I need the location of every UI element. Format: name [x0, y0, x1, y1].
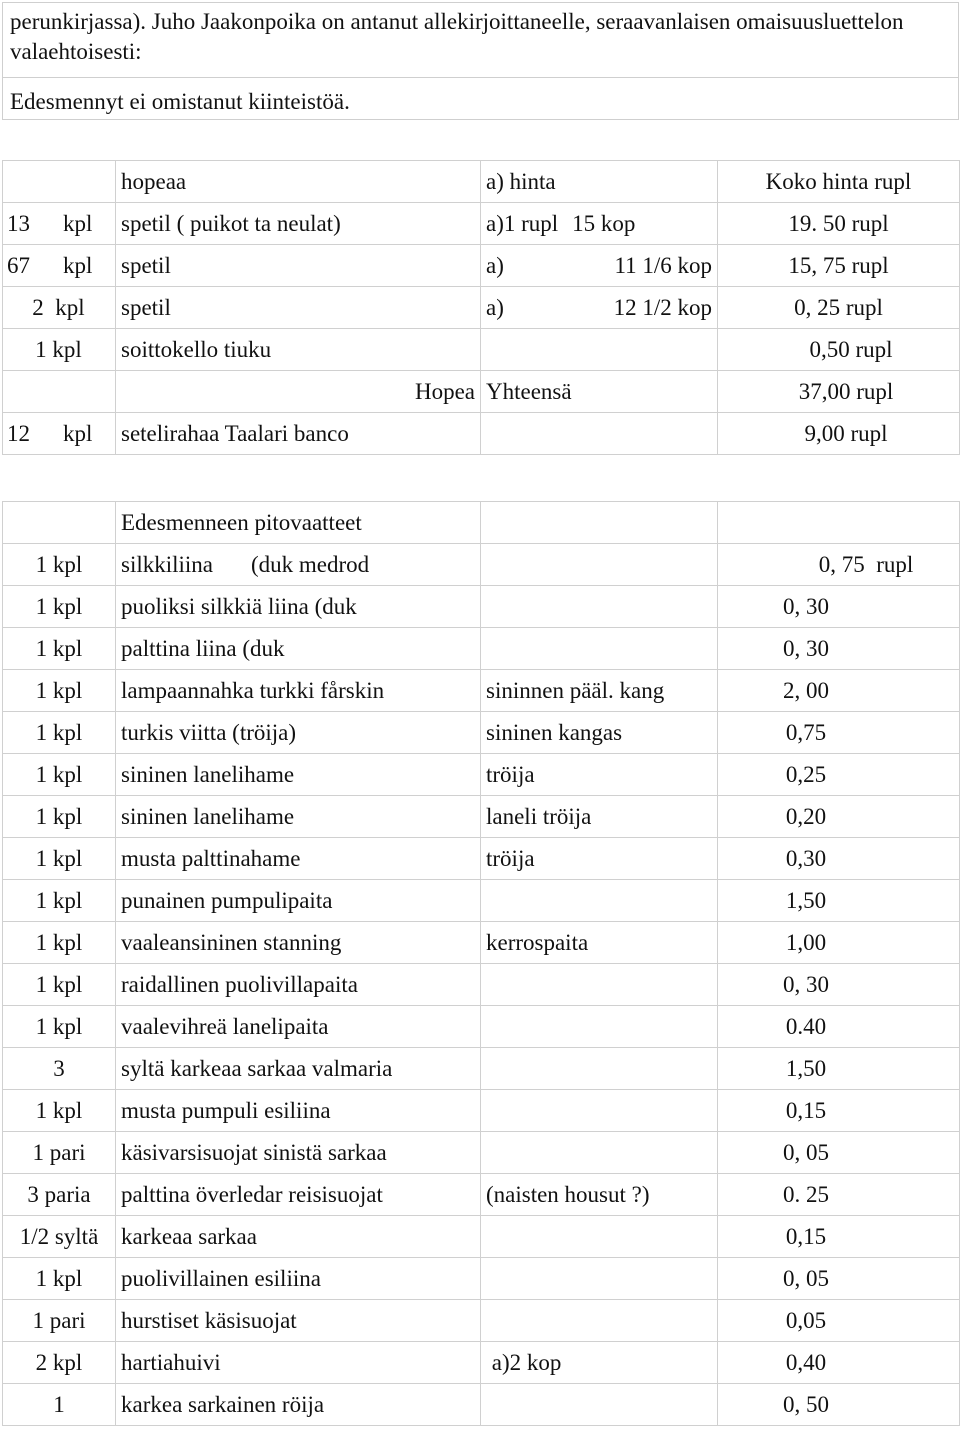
table-row: [3, 1342, 960, 1384]
item-cell: [116, 544, 481, 586]
item-cell: [116, 922, 481, 964]
note-cell: [481, 1006, 718, 1048]
value-cell: 0,15: [718, 1090, 960, 1132]
table-row: [3, 544, 960, 586]
item-text: punainen pumpulipaita: [121, 887, 333, 913]
value-cell: 0,40: [718, 1342, 960, 1384]
qty-cell: 1 pari: [3, 1132, 116, 1174]
table-row: [3, 628, 960, 670]
item-cell: [116, 1258, 481, 1300]
intro-note: Edesmennyt ei omistanut kiinteistöä.: [10, 89, 350, 114]
qty-unit: kpl: [63, 210, 93, 236]
value-cell: 0.40: [718, 1006, 960, 1048]
table-row: [3, 413, 960, 455]
note-cell: [481, 1258, 718, 1300]
value-cell: 1,50: [718, 880, 960, 922]
table-row: [3, 1090, 960, 1132]
qty-cell: [3, 413, 116, 455]
total-cell: 0,50 rupl: [718, 329, 960, 371]
item-cell: [116, 1174, 481, 1216]
table-row: [3, 1216, 960, 1258]
value-cell: 0,20: [718, 796, 960, 838]
table-row: [3, 712, 960, 754]
item-cell: [116, 796, 481, 838]
item-text-extra: (duk medrod: [251, 551, 370, 577]
item-cell: spetil: [116, 245, 481, 287]
note-cell: [481, 880, 718, 922]
value-cell: 0. 25: [718, 1174, 960, 1216]
qty-cell: 1 kpl: [3, 1090, 116, 1132]
note-cell: [481, 544, 718, 586]
item-text: palttina liina (duk: [121, 635, 285, 661]
item-text: käsivarsisuojat sinistä sarkaa: [121, 1139, 387, 1165]
table-row: [3, 329, 960, 371]
qty-cell: 1 kpl: [3, 880, 116, 922]
item-text: musta pumpuli esiliina: [121, 1097, 331, 1123]
item-cell: [116, 712, 481, 754]
note-cell: [481, 1384, 718, 1426]
table-row: [3, 586, 960, 628]
value-cell: 0,15: [718, 1216, 960, 1258]
table-row: [3, 1174, 960, 1216]
item-cell: [116, 754, 481, 796]
item-cell: soittokello tiuku: [116, 329, 481, 371]
item-cell: [116, 1006, 481, 1048]
table-row: [3, 796, 960, 838]
qty-cell: 1: [3, 1384, 116, 1426]
qty-unit: kpl: [55, 294, 85, 320]
table-row: [3, 922, 960, 964]
item-cell: [116, 838, 481, 880]
section-title: Edesmenneen pitovaatteet: [116, 502, 481, 544]
table-row: [3, 287, 960, 329]
qty-cell: 1 kpl: [3, 1258, 116, 1300]
price-prefix: a): [486, 294, 504, 320]
qty-cell: 1 kpl: [3, 838, 116, 880]
item-text: turkis viitta (tröija): [121, 719, 297, 745]
note-cell: [481, 628, 718, 670]
qty-cell: 1 kpl: [3, 922, 116, 964]
qty-unit: kpl: [52, 336, 82, 362]
intro-paragraph: perunkirjassa). Juho Jaakonpoika on antanut allekirjoittaneelle, seraavanlaisen omaisuusluettelon valaehtoisesti:: [10, 9, 904, 64]
value-cell: 0, 30: [718, 628, 960, 670]
total-cell: 19. 50 rupl: [718, 203, 960, 245]
item-header: hopeaa: [116, 161, 481, 203]
item-text: puoliksi silkkiä liina (duk: [121, 593, 357, 619]
qty-cell: [3, 245, 116, 287]
qty-header: [3, 161, 116, 203]
item-text: vaaleansininen stanning: [121, 929, 342, 955]
qty-cell: [3, 502, 116, 544]
note-cell: sininnen pääl. kang: [481, 670, 718, 712]
price-cell: [481, 203, 718, 245]
qty-cell: [3, 329, 116, 371]
clothes-table: [2, 501, 960, 1426]
note-cell: [481, 1300, 718, 1342]
silver-table: [2, 160, 960, 455]
item-cell: [116, 1090, 481, 1132]
value-cell: 0,05: [718, 1300, 960, 1342]
intro-block: [2, 2, 959, 120]
total-header: Koko hinta rupl: [718, 161, 960, 203]
item-text: musta palttinahame: [121, 845, 301, 871]
item-cell: [116, 586, 481, 628]
item-text: lampaannahka turkki fårskin: [121, 677, 385, 703]
value-cell: [718, 502, 960, 544]
item-cell: [116, 964, 481, 1006]
item-cell: [116, 628, 481, 670]
note-cell: [481, 1216, 718, 1258]
price-header: a) hinta: [481, 161, 718, 203]
qty-cell: 1 kpl: [3, 670, 116, 712]
sum-total: 37,00 rupl: [718, 371, 960, 413]
table-row: [3, 1006, 960, 1048]
note-cell: [481, 1048, 718, 1090]
sum-row: [3, 371, 960, 413]
value-cell: 0,30: [718, 838, 960, 880]
item-cell: spetil ( puikot ta neulat): [116, 203, 481, 245]
table-row: [3, 838, 960, 880]
value-cell: 0, 75 rupl: [718, 544, 960, 586]
qty-cell: 1 kpl: [3, 628, 116, 670]
item-text: hurstiset käsisuojat: [121, 1307, 297, 1333]
item-text: karkea sarkainen röija: [121, 1391, 325, 1417]
value-cell: 1,00: [718, 922, 960, 964]
note-cell: sininen kangas: [481, 712, 718, 754]
note-cell: tröija: [481, 838, 718, 880]
qty-unit: kpl: [63, 252, 93, 278]
item-text: raidallinen puolivillapaita: [121, 971, 358, 997]
price-cell: [481, 287, 718, 329]
clothes-title-row: [3, 502, 960, 544]
item-cell: [116, 1132, 481, 1174]
note-cell: tröija: [481, 754, 718, 796]
price-cell: [481, 245, 718, 287]
qty-cell: 1 kpl: [3, 586, 116, 628]
item-text: silkkiliina: [121, 551, 213, 577]
qty-cell: 1 kpl: [3, 964, 116, 1006]
qty-number: 67: [7, 252, 30, 278]
qty-cell: 1 pari: [3, 1300, 116, 1342]
table-row: [3, 203, 960, 245]
table-row: [3, 1300, 960, 1342]
qty-cell: 3 paria: [3, 1174, 116, 1216]
value-cell: 2, 00: [718, 670, 960, 712]
price-cell: [481, 413, 718, 455]
value-cell: 0, 05: [718, 1132, 960, 1174]
qty-cell: 3: [3, 1048, 116, 1090]
table-row: [3, 754, 960, 796]
table-row: [3, 1384, 960, 1426]
price-prefix: a): [486, 252, 504, 278]
item-cell: spetil: [116, 287, 481, 329]
price-value: 11 1/6 kop: [614, 252, 712, 278]
value-cell: 0, 30: [718, 586, 960, 628]
qty-cell: 1 kpl: [3, 712, 116, 754]
note-cell: kerrospaita: [481, 922, 718, 964]
table-row: [3, 880, 960, 922]
qty-cell: 1 kpl: [3, 754, 116, 796]
qty-cell: 1 kpl: [3, 544, 116, 586]
item-cell: [116, 1300, 481, 1342]
note-cell: [481, 1090, 718, 1132]
qty-cell: [3, 203, 116, 245]
divider: [3, 77, 958, 78]
table-row: [3, 1132, 960, 1174]
sum-label-b: Yhteensä: [481, 371, 718, 413]
item-cell: [116, 1384, 481, 1426]
value-cell: 0, 50: [718, 1384, 960, 1426]
total-cell: 9,00 rupl: [718, 413, 960, 455]
item-text: syltä karkeaa sarkaa valmaria: [121, 1055, 393, 1081]
price-prefix: a)1 rupl: [486, 210, 559, 236]
table-row: [3, 1048, 960, 1090]
table-row: [3, 245, 960, 287]
note-cell: [481, 1132, 718, 1174]
item-text: sininen lanelihame: [121, 761, 295, 787]
total-cell: 15, 75 rupl: [718, 245, 960, 287]
qty-number: 12: [7, 420, 30, 446]
value-cell: 0,25: [718, 754, 960, 796]
note-cell: (naisten housut ?): [481, 1174, 718, 1216]
qty-cell: [3, 371, 116, 413]
item-text: vaalevihreä lanelipaita: [121, 1013, 329, 1039]
item-text: hartiahuivi: [121, 1349, 221, 1375]
table-row: [3, 670, 960, 712]
note-cell: [481, 586, 718, 628]
value-cell: 0,75: [718, 712, 960, 754]
note-cell: a)2 kop: [481, 1342, 718, 1384]
item-text: sininen lanelihame: [121, 803, 295, 829]
total-cell: 0, 25 rupl: [718, 287, 960, 329]
item-cell: [116, 880, 481, 922]
qty-number: 1: [35, 336, 47, 362]
qty-cell: 2 kpl: [3, 1342, 116, 1384]
value-cell: 0, 05: [718, 1258, 960, 1300]
price-cell: [481, 329, 718, 371]
item-text: puolivillainen esiliina: [121, 1265, 321, 1291]
price-value: 12 1/2 kop: [613, 294, 712, 320]
price-value: 15 kop: [572, 210, 636, 236]
note-cell: [481, 502, 718, 544]
qty-cell: 1/2 syltä: [3, 1216, 116, 1258]
qty-cell: [3, 287, 116, 329]
qty-number: 2: [32, 294, 44, 320]
item-text: palttina överledar reisisuojat: [121, 1181, 383, 1207]
qty-cell: 1 kpl: [3, 1006, 116, 1048]
item-cell: [116, 1048, 481, 1090]
silver-header-row: [3, 161, 960, 203]
table-row: [3, 1258, 960, 1300]
qty-cell: 1 kpl: [3, 796, 116, 838]
clothes-body: [3, 544, 960, 1426]
item-cell: setelirahaa Taalari banco: [116, 413, 481, 455]
sum-label: Hopea: [116, 371, 481, 413]
item-text: karkeaa sarkaa: [121, 1223, 257, 1249]
value-cell: 1,50: [718, 1048, 960, 1090]
table-row: [3, 964, 960, 1006]
value-cell: 0, 30: [718, 964, 960, 1006]
qty-unit: kpl: [63, 420, 93, 446]
qty-number: 13: [7, 210, 30, 236]
note-cell: laneli tröija: [481, 796, 718, 838]
item-cell: [116, 670, 481, 712]
item-cell: [116, 1216, 481, 1258]
note-cell: [481, 964, 718, 1006]
item-cell: [116, 1342, 481, 1384]
